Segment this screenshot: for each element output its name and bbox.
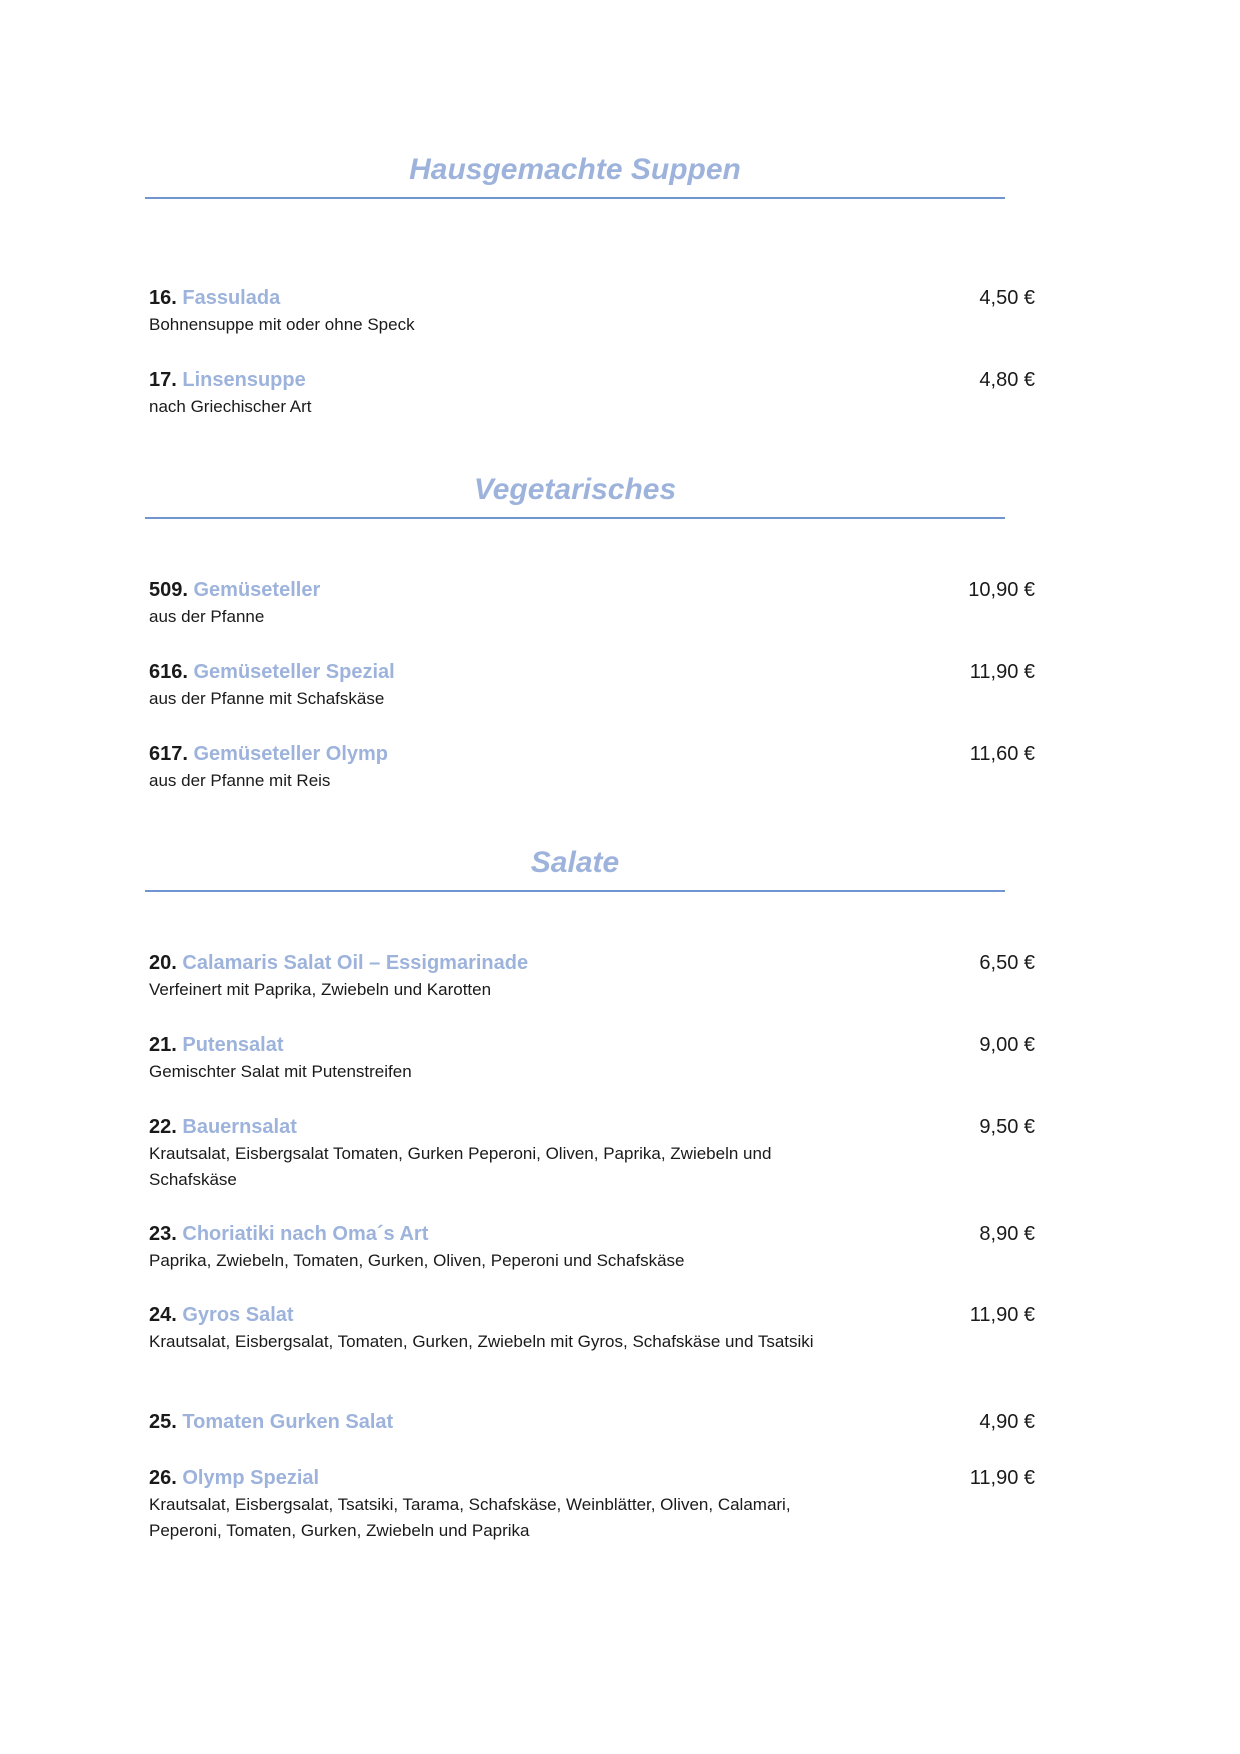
item-name: Calamaris Salat Oil – Essigmarinade — [182, 952, 529, 974]
item-description: Krautsalat, Eisbergsalat, Tomaten, Gurken, Zwiebeln mit Gyros, Schafskäse und Tsatsiki — [149, 1332, 814, 1351]
item-price: 11,60 € — [969, 743, 1035, 765]
item-number: 22. — [149, 1116, 177, 1138]
item-name: Gemüseteller — [193, 579, 321, 601]
item-name: Putensalat — [182, 1034, 284, 1056]
item-description: aus der Pfanne mit Schafskäse — [149, 689, 385, 708]
menu-item-25 — [149, 1409, 1035, 1435]
menu-item-22 — [149, 1114, 1035, 1193]
item-number: 16. — [149, 287, 177, 309]
item-number: 616. — [149, 661, 188, 683]
item-price: 11,90 € — [969, 661, 1035, 683]
item-price: 8,90 € — [979, 1223, 1035, 1245]
section-title-suppen: Hausgemachte Suppen — [409, 153, 741, 186]
menu-item-509 — [149, 577, 1035, 630]
item-description: aus der Pfanne mit Reis — [149, 771, 331, 790]
item-description: Bohnensuppe mit oder ohne Speck — [149, 315, 415, 334]
menu-item-26 — [149, 1465, 1035, 1544]
item-price: 6,50 € — [979, 952, 1035, 974]
item-name: Gyros Salat — [182, 1304, 294, 1326]
item-description: Paprika, Zwiebeln, Tomaten, Gurken, Oliven, Peperoni und Schafskäse — [149, 1251, 685, 1270]
item-name: Gemüseteller Spezial — [193, 661, 395, 683]
item-number: 20. — [149, 952, 177, 974]
item-name: Linsensuppe — [182, 369, 306, 391]
item-price: 9,50 € — [979, 1116, 1035, 1138]
item-number: 25. — [149, 1411, 177, 1433]
item-name: Choriatiki nach Oma´s Art — [182, 1223, 429, 1245]
menu-item-616 — [149, 659, 1035, 712]
item-name: Tomaten Gurken Salat — [182, 1411, 394, 1433]
section-title-vegetarisches: Vegetarisches — [473, 473, 677, 506]
item-price: 4,80 € — [979, 369, 1035, 391]
section-divider — [145, 197, 1005, 199]
item-price: 11,90 € — [969, 1467, 1035, 1489]
item-number: 26. — [149, 1467, 177, 1489]
item-price: 4,50 € — [979, 287, 1035, 309]
item-number: 617. — [149, 743, 188, 765]
item-name: Bauernsalat — [182, 1116, 297, 1138]
item-name: Olymp Spezial — [182, 1467, 320, 1489]
section-divider — [145, 517, 1005, 519]
menu-item-23 — [149, 1221, 1035, 1274]
item-number: 21. — [149, 1034, 177, 1056]
item-price: 10,90 € — [968, 579, 1035, 601]
item-description: Krautsalat, Eisbergsalat, Tsatsiki, Tarama, Schafskäse, Weinblätter, Oliven, Calamari, Peperoni, Tomaten, Gurken, Zwiebeln und Paprika — [149, 1495, 791, 1540]
menu-item-20 — [149, 950, 1035, 1003]
item-number: 23. — [149, 1223, 177, 1245]
item-number: 17. — [149, 369, 177, 391]
item-name: Gemüseteller Olymp — [193, 743, 389, 765]
menu-item-21 — [149, 1032, 1035, 1085]
item-price: 9,00 € — [979, 1034, 1035, 1056]
section-divider — [145, 890, 1005, 892]
item-price: 11,90 € — [969, 1304, 1035, 1326]
item-number: 24. — [149, 1304, 177, 1326]
item-name: Fassulada — [182, 287, 281, 309]
item-description: nach Griechischer Art — [149, 397, 312, 416]
item-description: Gemischter Salat mit Putenstreifen — [149, 1062, 412, 1081]
item-description: Verfeinert mit Paprika, Zwiebeln und Karotten — [149, 980, 492, 999]
section-title-salate: Salate — [530, 846, 620, 879]
item-description: Krautsalat, Eisbergsalat Tomaten, Gurken Peperoni, Oliven, Paprika, Zwiebeln und Schafskäse — [149, 1144, 772, 1189]
menu-item-16 — [149, 285, 1035, 338]
item-price: 4,90 € — [979, 1411, 1035, 1433]
item-description: aus der Pfanne — [149, 607, 265, 626]
menu-item-24 — [149, 1302, 1035, 1355]
item-number: 509. — [149, 579, 188, 601]
menu-item-17 — [149, 367, 1035, 420]
menu-item-617 — [149, 741, 1035, 794]
